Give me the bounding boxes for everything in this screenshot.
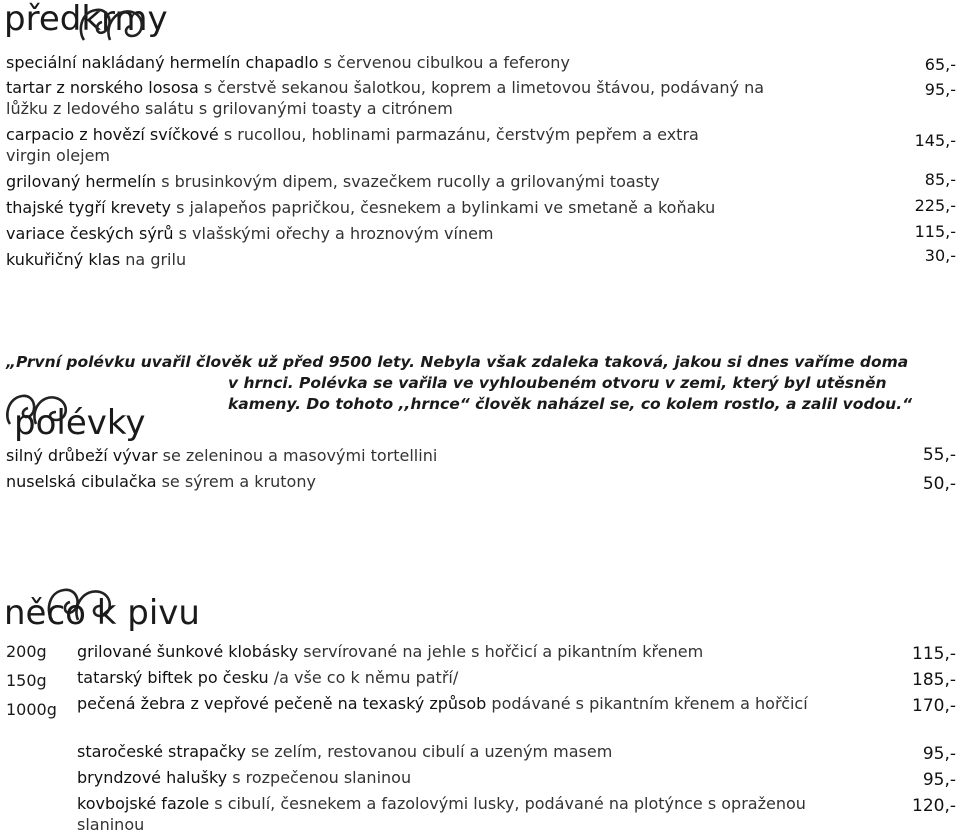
- item-price: 55,-: [922, 445, 956, 465]
- item-name: kukuřičný klas: [6, 250, 121, 269]
- item-weight: 150g: [6, 671, 47, 690]
- item-description: servírované na jehle s hořčicí a pikantním křenem: [298, 642, 704, 661]
- item-name: pečená žebra z vepřové pečeně na texaský způsob: [77, 694, 487, 713]
- item-description: s vlašskými ořechy a hroznovým vínem: [173, 224, 494, 243]
- item-price: 120,-: [912, 796, 956, 816]
- item-price: 185,-: [912, 670, 956, 690]
- menu-item: [6, 77, 956, 119]
- item-description: s brusinkovým dipem, svazečkem rucolly a grilovanými toasty: [156, 172, 660, 191]
- item-description: na grilu: [120, 250, 187, 269]
- menu-item: [6, 741, 956, 762]
- item-name: nuselská cibulačka: [6, 472, 157, 491]
- item-name: carpacio z hovězí svíčkové: [6, 125, 219, 144]
- item-price: 65,-: [924, 55, 956, 74]
- menu-item: [6, 246, 956, 270]
- menu-item: [6, 793, 956, 835]
- item-weight: 200g: [6, 642, 47, 661]
- menu-item: [6, 471, 956, 492]
- swirl-ornament-icon: [76, 2, 156, 46]
- item-price: 95,-: [924, 80, 956, 99]
- section-title-neco-k-pivu: něco k pivu: [4, 593, 200, 633]
- menu-item: [6, 667, 956, 688]
- menu-item: [6, 223, 956, 244]
- item-name: speciální nakládaný hermelín chapadlo: [6, 53, 319, 72]
- item-price: 115,-: [912, 644, 956, 664]
- item-price: 50,-: [922, 474, 956, 494]
- item-weight: 1000g: [6, 700, 57, 719]
- item-description: s červenou cibulkou a feferony: [318, 53, 570, 72]
- section-title-predkrmy: předkrmy: [4, 0, 168, 39]
- item-description: s rucollou, hoblinami parmazánu, čerstvým pepřem a extra virgin olejem: [6, 125, 699, 165]
- menu-item: [6, 124, 956, 166]
- quote-line: „První polévku uvařil člověk už před 9500 lety. Nebyla však zdaleka taková, jakou si dnes vaříme doma: [6, 353, 909, 371]
- item-price: 95,-: [922, 770, 956, 790]
- menu-item: [6, 52, 956, 73]
- menu-item: [6, 767, 956, 788]
- menu-item: [6, 197, 956, 218]
- item-price: 85,-: [924, 170, 956, 189]
- item-name: tatarský biftek po česku: [77, 668, 269, 687]
- item-price: 145,-: [914, 131, 956, 150]
- item-price: 30,-: [924, 246, 956, 265]
- item-name: kovbojské fazole: [77, 794, 210, 813]
- menu-item: [6, 171, 956, 192]
- item-description: se zelím, restovanou cibulí a uzeným masem: [245, 742, 613, 761]
- quote-line: kameny. Do tohoto ,,hrnce“ člověk naházel se, co kolem rostlo, a zalil vodou.“: [228, 395, 913, 413]
- item-description: podávané s pikantním křenem a hořčicí: [486, 694, 808, 713]
- menu-item: [6, 641, 956, 662]
- item-price: 170,-: [912, 696, 956, 716]
- menu-item: [6, 693, 956, 719]
- item-name: grilované šunkové klobásky: [77, 642, 299, 661]
- section-title-polevky: polévky: [14, 403, 146, 443]
- item-name: staročeské strapačky: [77, 742, 246, 761]
- item-name: bryndzové halušky: [77, 768, 228, 787]
- item-price: 95,-: [922, 744, 956, 764]
- item-name: grilovaný hermelín: [6, 172, 157, 191]
- item-name: tartar z norského lososa: [6, 78, 199, 97]
- quote-line: v hrnci. Polévka se vařila ve vyhloubeném otvoru v zemi, který byl utěsněn: [228, 374, 887, 392]
- item-description: s jalapeňos papričkou, česnekem a bylinkami ve smetaně a koňaku: [171, 198, 716, 217]
- item-name: variace českých sýrů: [6, 224, 174, 243]
- item-description: s rozpečenou slaninou: [227, 768, 412, 787]
- item-price: 115,-: [914, 222, 956, 241]
- item-name: thajské tygří krevety: [6, 198, 172, 217]
- item-price: 225,-: [914, 196, 956, 215]
- item-description: se sýrem a krutony: [156, 472, 316, 491]
- item-name: silný drůbeží vývar: [6, 446, 158, 465]
- item-description: se zeleninou a masovými tortellini: [157, 446, 438, 465]
- item-description: s čerstvě sekanou šalotkou, koprem a limetovou štávou, podávaný na lůžku z ledového salátu s grilovanými toasty a citrónem: [6, 78, 765, 118]
- item-description: s cibulí, česnekem a fazolovými lusky, podávané na plotýnce s opraženou slaninou: [77, 794, 806, 834]
- item-description: /a vše co k němu patří/: [268, 668, 459, 687]
- menu-item: [6, 445, 956, 466]
